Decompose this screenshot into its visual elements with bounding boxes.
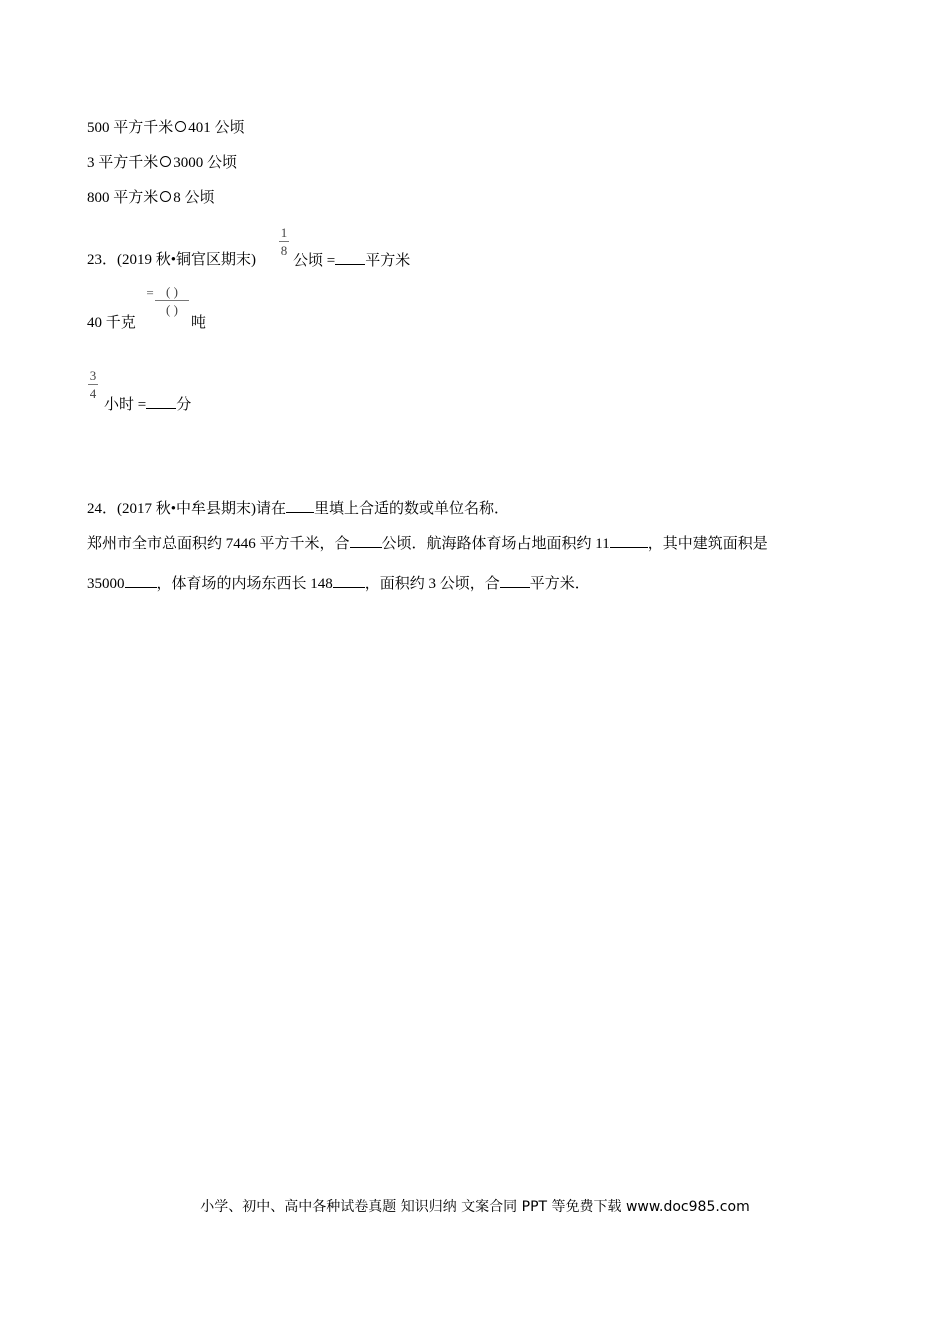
answer-blank[interactable] <box>610 533 648 548</box>
fraction-three-quarters <box>88 368 98 401</box>
blank-circle[interactable] <box>160 191 171 202</box>
fraction-bar <box>279 241 289 242</box>
compare-right: 401 公顷 <box>188 120 245 136</box>
blank-circle[interactable] <box>160 156 171 167</box>
compare-left: 800 平方米 <box>87 190 159 206</box>
q24-text: 公顷．航海路体育场占地面积约 11 <box>381 536 610 552</box>
compare-left: 500 平方千米 <box>87 120 174 136</box>
fraction-bar <box>155 300 189 301</box>
q23-unit-hour: 小时 = <box>104 397 147 413</box>
compare-right: 8 公顷 <box>173 190 215 206</box>
q23-part2-unit <box>191 313 206 333</box>
q23-part3 <box>104 394 191 415</box>
compare-right: 3000 公顷 <box>173 155 238 171</box>
answer-blank[interactable] <box>500 573 530 588</box>
answer-blank[interactable] <box>286 498 314 513</box>
fraction-bar <box>88 384 98 385</box>
q24-text: ，体育场的内场东西长 148 <box>156 576 333 592</box>
q23-line-2 <box>87 313 136 333</box>
compare-line-2 <box>87 153 237 173</box>
q23-part1 <box>293 250 410 271</box>
q24-label: 24．(2017 秋•中牟县期末)请在 <box>87 501 286 517</box>
q24-text: 35000 <box>87 576 125 592</box>
q24-text: ，面积约 3 公顷，合 <box>364 576 500 592</box>
fraction-numerator: 1 <box>280 225 288 240</box>
q24-line-1 <box>87 498 509 519</box>
q24-instruction: 里填上合适的数或单位名称． <box>314 501 510 517</box>
answer-blank[interactable] <box>335 250 365 265</box>
answer-blank[interactable] <box>350 533 382 548</box>
equals-text: = <box>146 285 154 300</box>
q24-line-3 <box>87 573 590 594</box>
q24-text: 郑州市全市总面积约 7446 平方千米，合 <box>87 536 350 552</box>
fraction-denominator-blank[interactable]: ( ) <box>166 302 178 317</box>
fraction-blank[interactable] <box>155 284 189 317</box>
fraction-one-eighth <box>279 225 289 258</box>
compare-line-3 <box>87 188 215 208</box>
q24-line-2 <box>87 533 768 554</box>
fraction-denominator: 8 <box>280 243 288 258</box>
q24-text: ，其中建筑面积是 <box>647 536 768 552</box>
fraction-numerator: 3 <box>89 368 97 383</box>
fraction-denominator: 4 <box>89 386 97 401</box>
q24-text: 平方米． <box>529 576 590 592</box>
compare-line-1 <box>87 118 245 138</box>
q23-unit-ton: 吨 <box>191 315 207 331</box>
q23-unit-hectare: 公顷 = <box>293 253 336 269</box>
q23-unit-sqm: 平方米 <box>365 253 411 269</box>
answer-blank[interactable] <box>333 573 365 588</box>
blank-circle[interactable] <box>175 121 186 132</box>
answer-blank[interactable] <box>146 394 176 409</box>
page-footer: 小学、初中、高中各种试卷真题 知识归纳 文案合同 PPT 等免费下载 www.doc985.com <box>200 1199 750 1215</box>
q23-unit-minute: 分 <box>176 397 192 413</box>
q23-label: 23．(2019 秋•铜官区期末) <box>87 252 256 268</box>
compare-left: 3 平方千米 <box>87 155 159 171</box>
q23-mass: 40 千克 <box>87 315 136 331</box>
q23-line-1 <box>87 250 256 270</box>
fraction-numerator-blank[interactable]: ( ) <box>166 284 178 299</box>
answer-blank[interactable] <box>125 573 157 588</box>
